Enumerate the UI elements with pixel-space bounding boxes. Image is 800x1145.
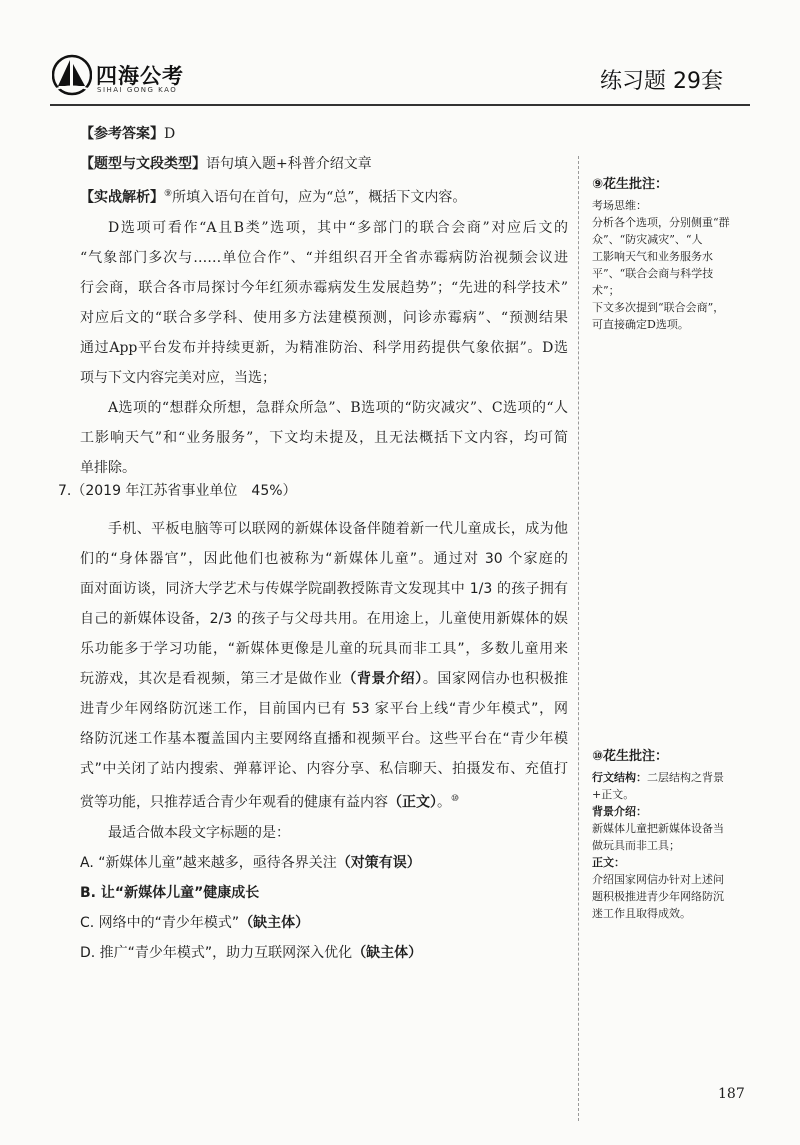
analysis-d-line: D选项可看作“A且B类”选项，其中“多部门的联合会商”对应后文的	[108, 219, 568, 236]
analysis-d-line: “气象部门多次与……单位合作”、“并组织召开全省赤霉病防治视频会议进	[80, 249, 568, 266]
sailboat-logo-icon	[52, 54, 92, 96]
side-note-line: 做玩具而非工具；	[592, 839, 680, 852]
side-note-line: 术”；	[592, 284, 620, 297]
option-text: A. “新媒体儿童”越来越多，亟待各界关注	[80, 854, 337, 871]
passage-line: 乐功能多于学习功能，“新媒体更像是儿童的玩具而非工具”，多数儿童用来	[80, 641, 568, 657]
note-marker-9: ⑨	[164, 189, 173, 199]
structure-label: 行文结构：	[592, 771, 647, 784]
analysis-d-line: 项与下文内容完美对应，当选；	[80, 369, 276, 386]
side-note-line: 题积极推进青少年网络防沉	[592, 890, 724, 903]
margin-divider	[578, 156, 580, 1121]
side-note-line: 新媒体儿童把新媒体设备当	[592, 822, 724, 835]
analysis-label: 【实战解析】	[80, 189, 164, 206]
answer-block	[80, 119, 568, 483]
analysis-a-line: A选项的“想群众所想，急群众所急”、B选项的“防灾减灾”、C选项的“人	[108, 399, 568, 416]
analysis-d-line: 通过App平台发布并持续更新，为精准防治、科学用药提供气象依据”。D选	[80, 339, 568, 356]
side-note-heading: ⑨花生批注：	[592, 177, 669, 192]
reference-answer-value: D	[164, 126, 176, 142]
passage-text: 。	[437, 794, 451, 811]
side-note-heading: ⑩花生批注：	[592, 749, 669, 764]
analysis	[80, 179, 568, 213]
passage-text: 赏等功能，只推荐适合青少年观看的健康有益内容	[80, 794, 388, 811]
passage-text: 玩游戏，其次是看视频，第三才是做作业	[80, 671, 343, 687]
reference-answer	[80, 119, 568, 149]
analysis-text: 所填入语句在首句，应为“总”，概括下文内容。	[172, 189, 467, 206]
analysis-d-line: 对应后文的“联合多学科、使用多方法建模预测，问诊赤霉病”、“预测结果	[80, 309, 568, 326]
option-tag: （缺主体）	[239, 914, 310, 931]
question-type-value: 语句填入题+科普介绍文章	[206, 156, 372, 172]
side-note-line: 下文多次提到“联合会商”，	[592, 301, 725, 314]
structure-text: 二层结构之背景	[647, 771, 724, 784]
option-tag: （缺主体）	[352, 944, 423, 961]
question-block	[58, 476, 569, 968]
side-note-line: 工影响天气和业务服务水	[592, 250, 713, 263]
header-divider	[50, 104, 750, 106]
logo-name: 四海公考	[96, 64, 184, 88]
option-a[interactable]	[80, 848, 568, 878]
reference-answer-label: 【参考答案】	[80, 126, 164, 142]
passage-line: 手机、平板电脑等可以联网的新媒体设备伴随着新一代儿童成长，成为他	[108, 521, 568, 537]
option-b[interactable]	[80, 878, 568, 908]
analysis-a-line: 单排除。	[80, 459, 136, 476]
side-note-line: 可直接确定D选项。	[592, 318, 689, 331]
option-tag: （对策有误）	[336, 854, 421, 871]
side-note-line: 介绍国家网信办针对上述问	[592, 873, 724, 886]
question-prompt: 最适合做本段文字标题的是：	[108, 824, 290, 841]
logo	[52, 54, 212, 96]
passage-line: 们的“身体器官”，因此他们也被称为“新媒体儿童”。通过对 30 个家庭的	[80, 551, 568, 567]
option-text: D. 推广“青少年模式”，助力互联网深入优化	[80, 944, 353, 961]
passage-line: 进青少年网络防沉迷工作，目前国内已有 53 家平台上线“青少年模式”，网	[80, 701, 568, 717]
logo-subtitle: SIHAI GONG KAO	[97, 86, 178, 94]
option-text: C. 网络中的“青少年模式”	[80, 914, 240, 931]
note-marker-10: ⑩	[451, 794, 460, 804]
side-note-line: +正文。	[592, 788, 635, 801]
analysis-a-line: 工影响天气”和“业务服务”，下文均未提及，且无法概括下文内容，均可简	[80, 429, 568, 446]
side-note-10	[592, 748, 762, 922]
passage-line: 自己的新媒体设备，2/3 的孩子与父母共用。在用途上，儿童使用新媒体的娱	[80, 611, 568, 627]
passage-text: 。国家网信办也积极推	[422, 671, 569, 687]
question-type	[80, 149, 568, 179]
side-note-line: 分析各个选项，分别侧重“群	[592, 216, 730, 229]
side-note-line	[592, 769, 762, 786]
passage-line	[80, 664, 568, 694]
passage-line: 络防沉迷工作基本覆盖国内主要网络直播和视频平台。这些平台在“青少年模	[80, 731, 568, 747]
option-d[interactable]	[80, 938, 568, 968]
question-type-label: 【题型与文段类型】	[80, 156, 206, 172]
page-number: 187	[718, 1086, 745, 1102]
passage-line: 面对面访谈，同济大学艺术与传媒学院副教授陈青文发现其中 1/3 的孩子拥有	[80, 581, 568, 597]
analysis-d-line: 行会商，联合各市局探讨今年红须赤霉病发生发展趋势”；“先进的科学技术”	[80, 279, 568, 296]
passage-line	[80, 784, 568, 818]
page-title: 练习题 29套	[600, 69, 723, 94]
main-text-tag: （正文）	[388, 794, 437, 811]
option-text: B. 让“新媒体儿童”健康成长	[80, 884, 260, 901]
side-note-line: 众”、“防灾减灾”、“人	[592, 233, 703, 246]
background-tag: （背景介绍）	[342, 671, 423, 687]
background-label: 背景介绍：	[592, 805, 647, 818]
option-c[interactable]	[80, 908, 568, 938]
passage-line: 式”中关闭了站内搜索、弹幕评论、内容分享、私信聊天、拍摄发布、充值打	[80, 761, 568, 777]
main-text-label: 正文：	[592, 856, 625, 869]
side-note-9	[592, 176, 762, 333]
side-note-line: 考场思维：	[592, 199, 647, 212]
side-note-line: 平”、“联合会商与科学技	[592, 267, 714, 280]
side-note-line: 迷工作且取得成效。	[592, 907, 691, 920]
question-heading: 7.（2019 年江苏省事业单位 45%）	[58, 483, 297, 499]
